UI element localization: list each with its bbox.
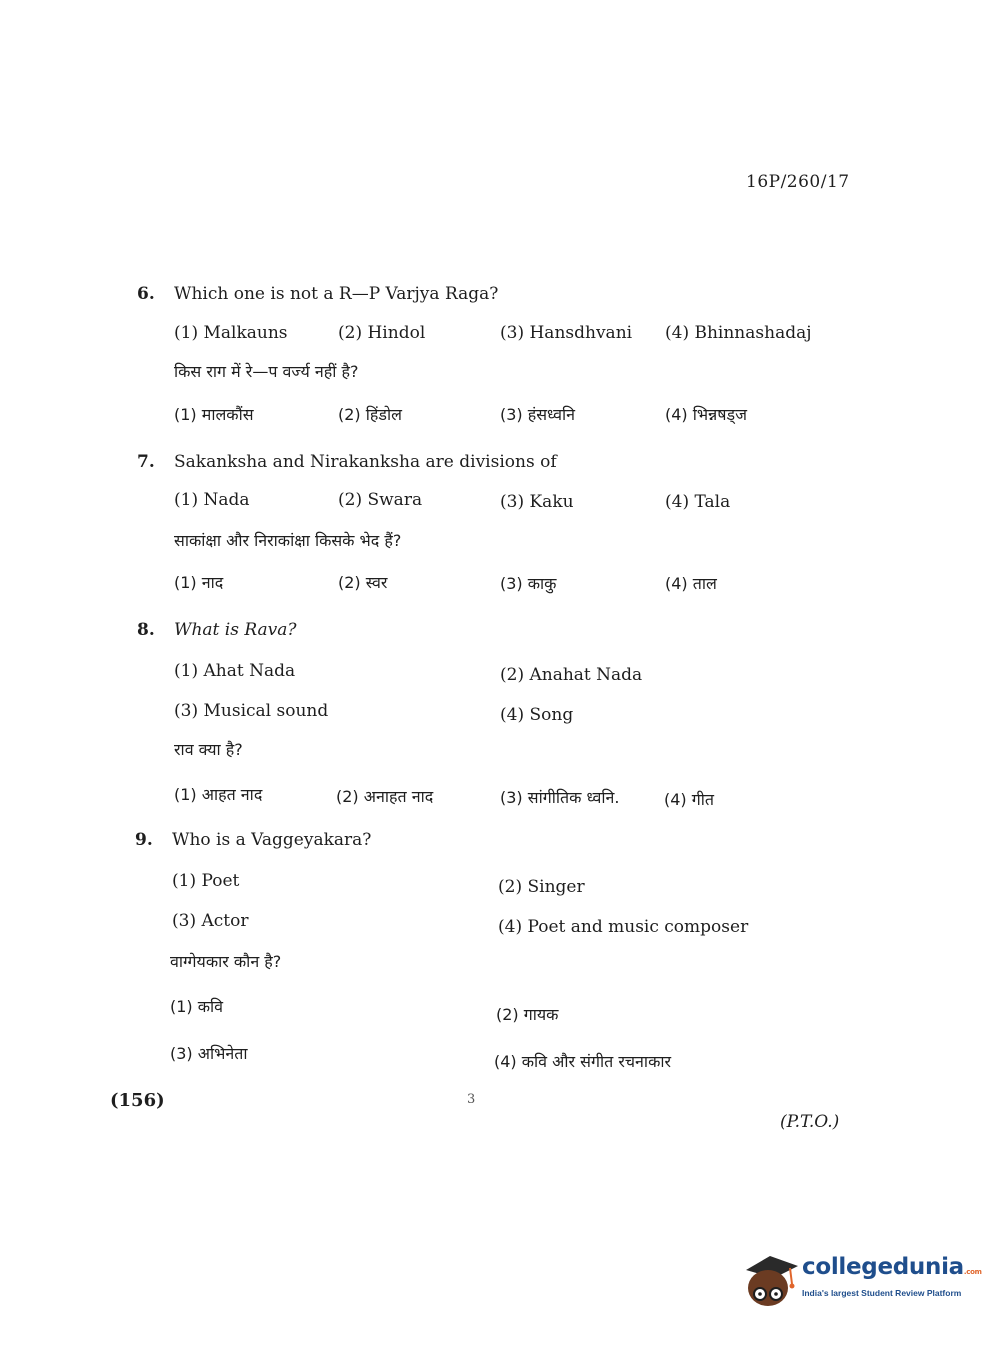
collegedunia-logo (740, 1248, 982, 1312)
option-hi: (1) नाद (174, 573, 224, 592)
question-text-en: Sakanksha and Nirakanksha are divisions of (174, 452, 557, 472)
option-en: (1) Malkauns (174, 323, 288, 343)
option-en: (2) Singer (498, 877, 585, 897)
option-en: (1) Ahat Nada (174, 661, 296, 681)
page-number: 3 (467, 1092, 476, 1107)
option-hi: (1) कवि (170, 997, 224, 1016)
option-en: (2) Anahat Nada (500, 665, 643, 685)
option-hi: (4) गीत (664, 790, 715, 809)
option-en: (4) Bhinnashadaj (665, 323, 812, 343)
option-hi: (4) भिन्नषड्ज (665, 405, 747, 424)
option-hi: (3) हंसध्वनि (500, 405, 575, 424)
question-number: 6. (137, 284, 155, 304)
option-en: (4) Tala (665, 492, 731, 512)
option-en: (3) Kaku (500, 492, 574, 512)
question-text-hi: किस राग में रे—प वर्ज्य नहीं है? (174, 362, 359, 381)
paper-code: 16P/260/17 (746, 172, 850, 192)
question-text-hi: राव क्या है? (174, 740, 243, 759)
question-text-en: Which one is not a R—P Varjya Raga? (174, 284, 499, 304)
question-text-en: Who is a Vaggeyakara? (172, 830, 372, 850)
option-hi: (2) हिंडोल (338, 405, 402, 424)
option-en: (3) Actor (172, 911, 249, 931)
option-hi: (1) आहत नाद (174, 785, 263, 804)
option-en: (1) Poet (172, 871, 240, 891)
option-hi: (1) मालकौंस (174, 405, 254, 424)
question-text-hi: वाग्गेयकार कौन है? (170, 952, 282, 971)
option-en: (4) Poet and music composer (498, 917, 749, 937)
option-en: (4) Song (500, 705, 574, 725)
option-en: (2) Swara (338, 490, 423, 510)
question-number: 8. (137, 620, 155, 640)
option-hi: (3) अभिनेता (170, 1044, 248, 1063)
option-hi: (3) सांगीतिक ध्वनि. (500, 788, 620, 807)
question-text-hi: साकांक्षा और निराकांक्षा किसके भेद हैं? (174, 531, 402, 550)
option-en: (3) Hansdhvani (500, 323, 633, 343)
option-hi: (4) कवि और संगीत रचनाकार (494, 1052, 672, 1071)
question-number: 9. (135, 830, 153, 850)
option-en: (2) Hindol (338, 323, 426, 343)
option-hi: (2) स्वर (338, 573, 388, 592)
logo-tagline: India's largest Student Review Platform (802, 1288, 962, 1298)
option-en: (3) Musical sound (174, 701, 329, 721)
question-number: 7. (137, 452, 155, 472)
question-text-en: What is Rava? (174, 620, 297, 640)
pto-label: (P.T.O.) (780, 1112, 840, 1132)
option-hi: (2) गायक (496, 1005, 559, 1024)
marks-label: (156) (110, 1090, 165, 1111)
mascot-icon (740, 1248, 800, 1312)
option-hi: (2) अनाहत नाद (336, 787, 434, 806)
option-hi: (4) ताल (665, 574, 717, 593)
option-en: (1) Nada (174, 490, 250, 510)
option-hi: (3) काकु (500, 574, 557, 593)
logo-wordmark: collegedunia.com (802, 1254, 982, 1280)
